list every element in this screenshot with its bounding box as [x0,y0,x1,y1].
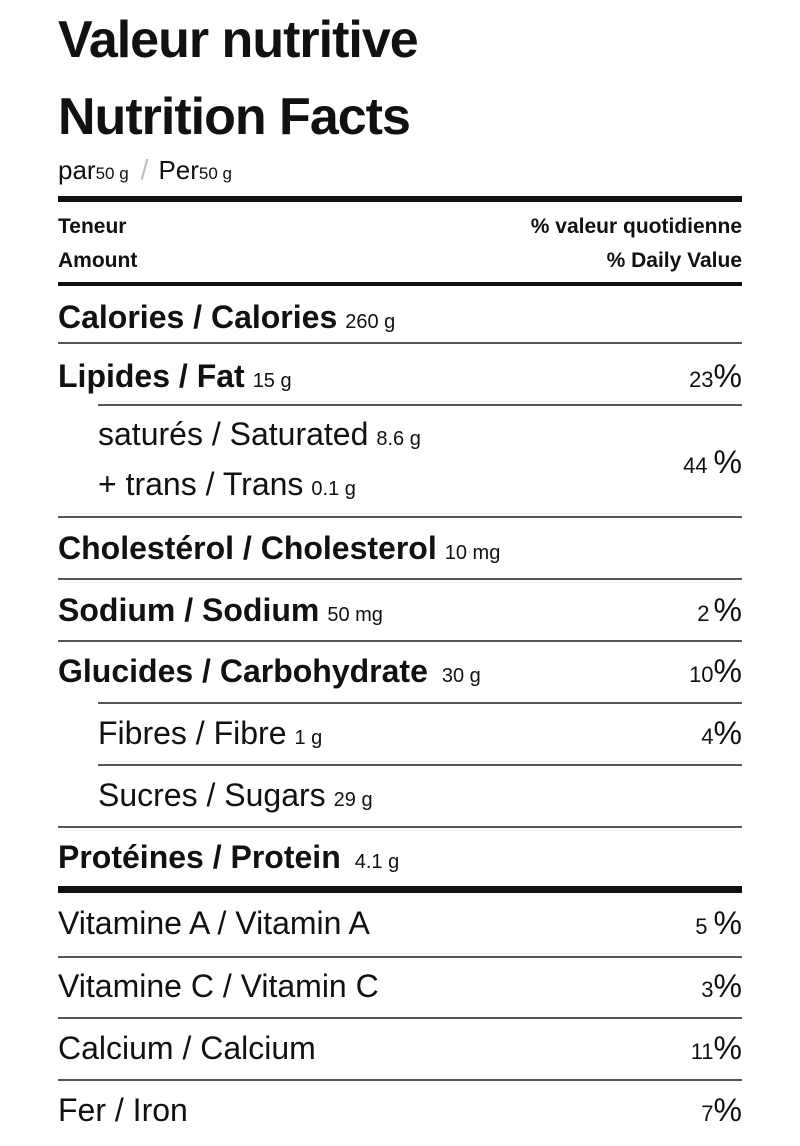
sodium-daily-value: 2 % [697,592,742,628]
sodium-quantity: 50 mg [327,604,383,626]
row-divider [98,702,742,704]
serving-separator: / [140,154,149,185]
row-divider [98,404,742,406]
carbohydrate-quantity: 30 g [441,665,481,687]
saturated-trans-daily-value: 44 % [683,444,742,480]
saturated-quantity: 8.6 g [376,428,421,450]
carbohydrate-daily-value: 10% [689,653,742,689]
vitamin-c-row [58,966,742,1006]
calories-label: Calories / Calories [58,299,338,335]
trans-label: + trans / Trans [98,466,304,502]
serving-prefix-fr: par [58,155,96,185]
vitamin-c-label: Vitamine C / Vitamin C [58,968,379,1004]
serving-amount-en: 50 g [198,164,233,183]
amount-header-en: Amount [58,249,138,272]
sugars-row [98,775,742,820]
nutrition-facts-label [58,0,742,1146]
vitamin-a-row [58,903,742,943]
protein-label: Protéines / Protein [58,839,341,875]
daily-value-header-en: % Daily Value [606,249,742,272]
iron-daily-value: 7% [701,1092,742,1128]
serving-size [58,152,232,192]
row-divider [58,1017,742,1019]
header-divider [58,282,742,286]
sodium-row [58,590,742,635]
row-divider [58,826,742,828]
protein-quantity: 4.1 g [354,851,400,873]
fibre-daily-value: 4% [701,715,742,751]
vitamin-c-daily-value: 3% [701,968,742,1004]
saturated-label: saturés / Saturated [98,416,369,452]
thick-divider [58,886,742,893]
iron-row [58,1090,742,1130]
carbohydrate-row [58,651,742,696]
fat-daily-value: 23% [689,358,742,394]
row-divider [98,764,742,766]
calcium-daily-value: 11% [690,1030,742,1066]
row-divider [58,640,742,642]
carbohydrate-label: Glucides / Carbohydrate [58,653,428,689]
fat-row [58,356,742,401]
cholesterol-label: Cholestérol / Cholesterol [58,530,437,566]
vitamin-a-daily-value: 5 % [695,905,742,941]
protein-row [58,837,742,882]
cholesterol-quantity: 10 mg [444,542,501,564]
trans-row [98,464,742,509]
sugars-quantity: 29 g [333,789,373,811]
amount-header-fr: Teneur [58,215,127,238]
calcium-label: Calcium / Calcium [58,1030,316,1066]
cholesterol-row [58,528,742,573]
calories-quantity: 260 g [345,311,396,333]
trans-quantity: 0.1 g [311,478,356,500]
row-divider [58,578,742,580]
vitamin-a-label: Vitamine A / Vitamin A [58,905,370,941]
serving-amount-fr: 50 g [95,164,129,183]
title-english: Nutrition Facts [58,88,410,146]
serving-prefix-en: Per [158,155,199,185]
saturated-row [98,414,742,459]
daily-value-header-fr: % valeur quotidienne [530,215,742,238]
fibre-row [98,713,742,758]
sugars-label: Sucres / Sugars [98,777,326,813]
row-divider [58,1079,742,1081]
iron-label: Fer / Iron [58,1092,188,1128]
fat-quantity: 15 g [252,370,292,392]
fibre-label: Fibres / Fibre [98,715,287,751]
calcium-row [58,1028,742,1068]
title-french: Valeur nutritive [58,11,418,69]
row-divider [58,342,742,344]
thick-divider [58,196,742,202]
fat-label: Lipides / Fat [58,358,245,394]
fibre-quantity: 1 g [294,727,323,749]
sodium-label: Sodium / Sodium [58,592,320,628]
row-divider [58,516,742,518]
row-divider [58,956,742,958]
calories-row [58,297,742,342]
